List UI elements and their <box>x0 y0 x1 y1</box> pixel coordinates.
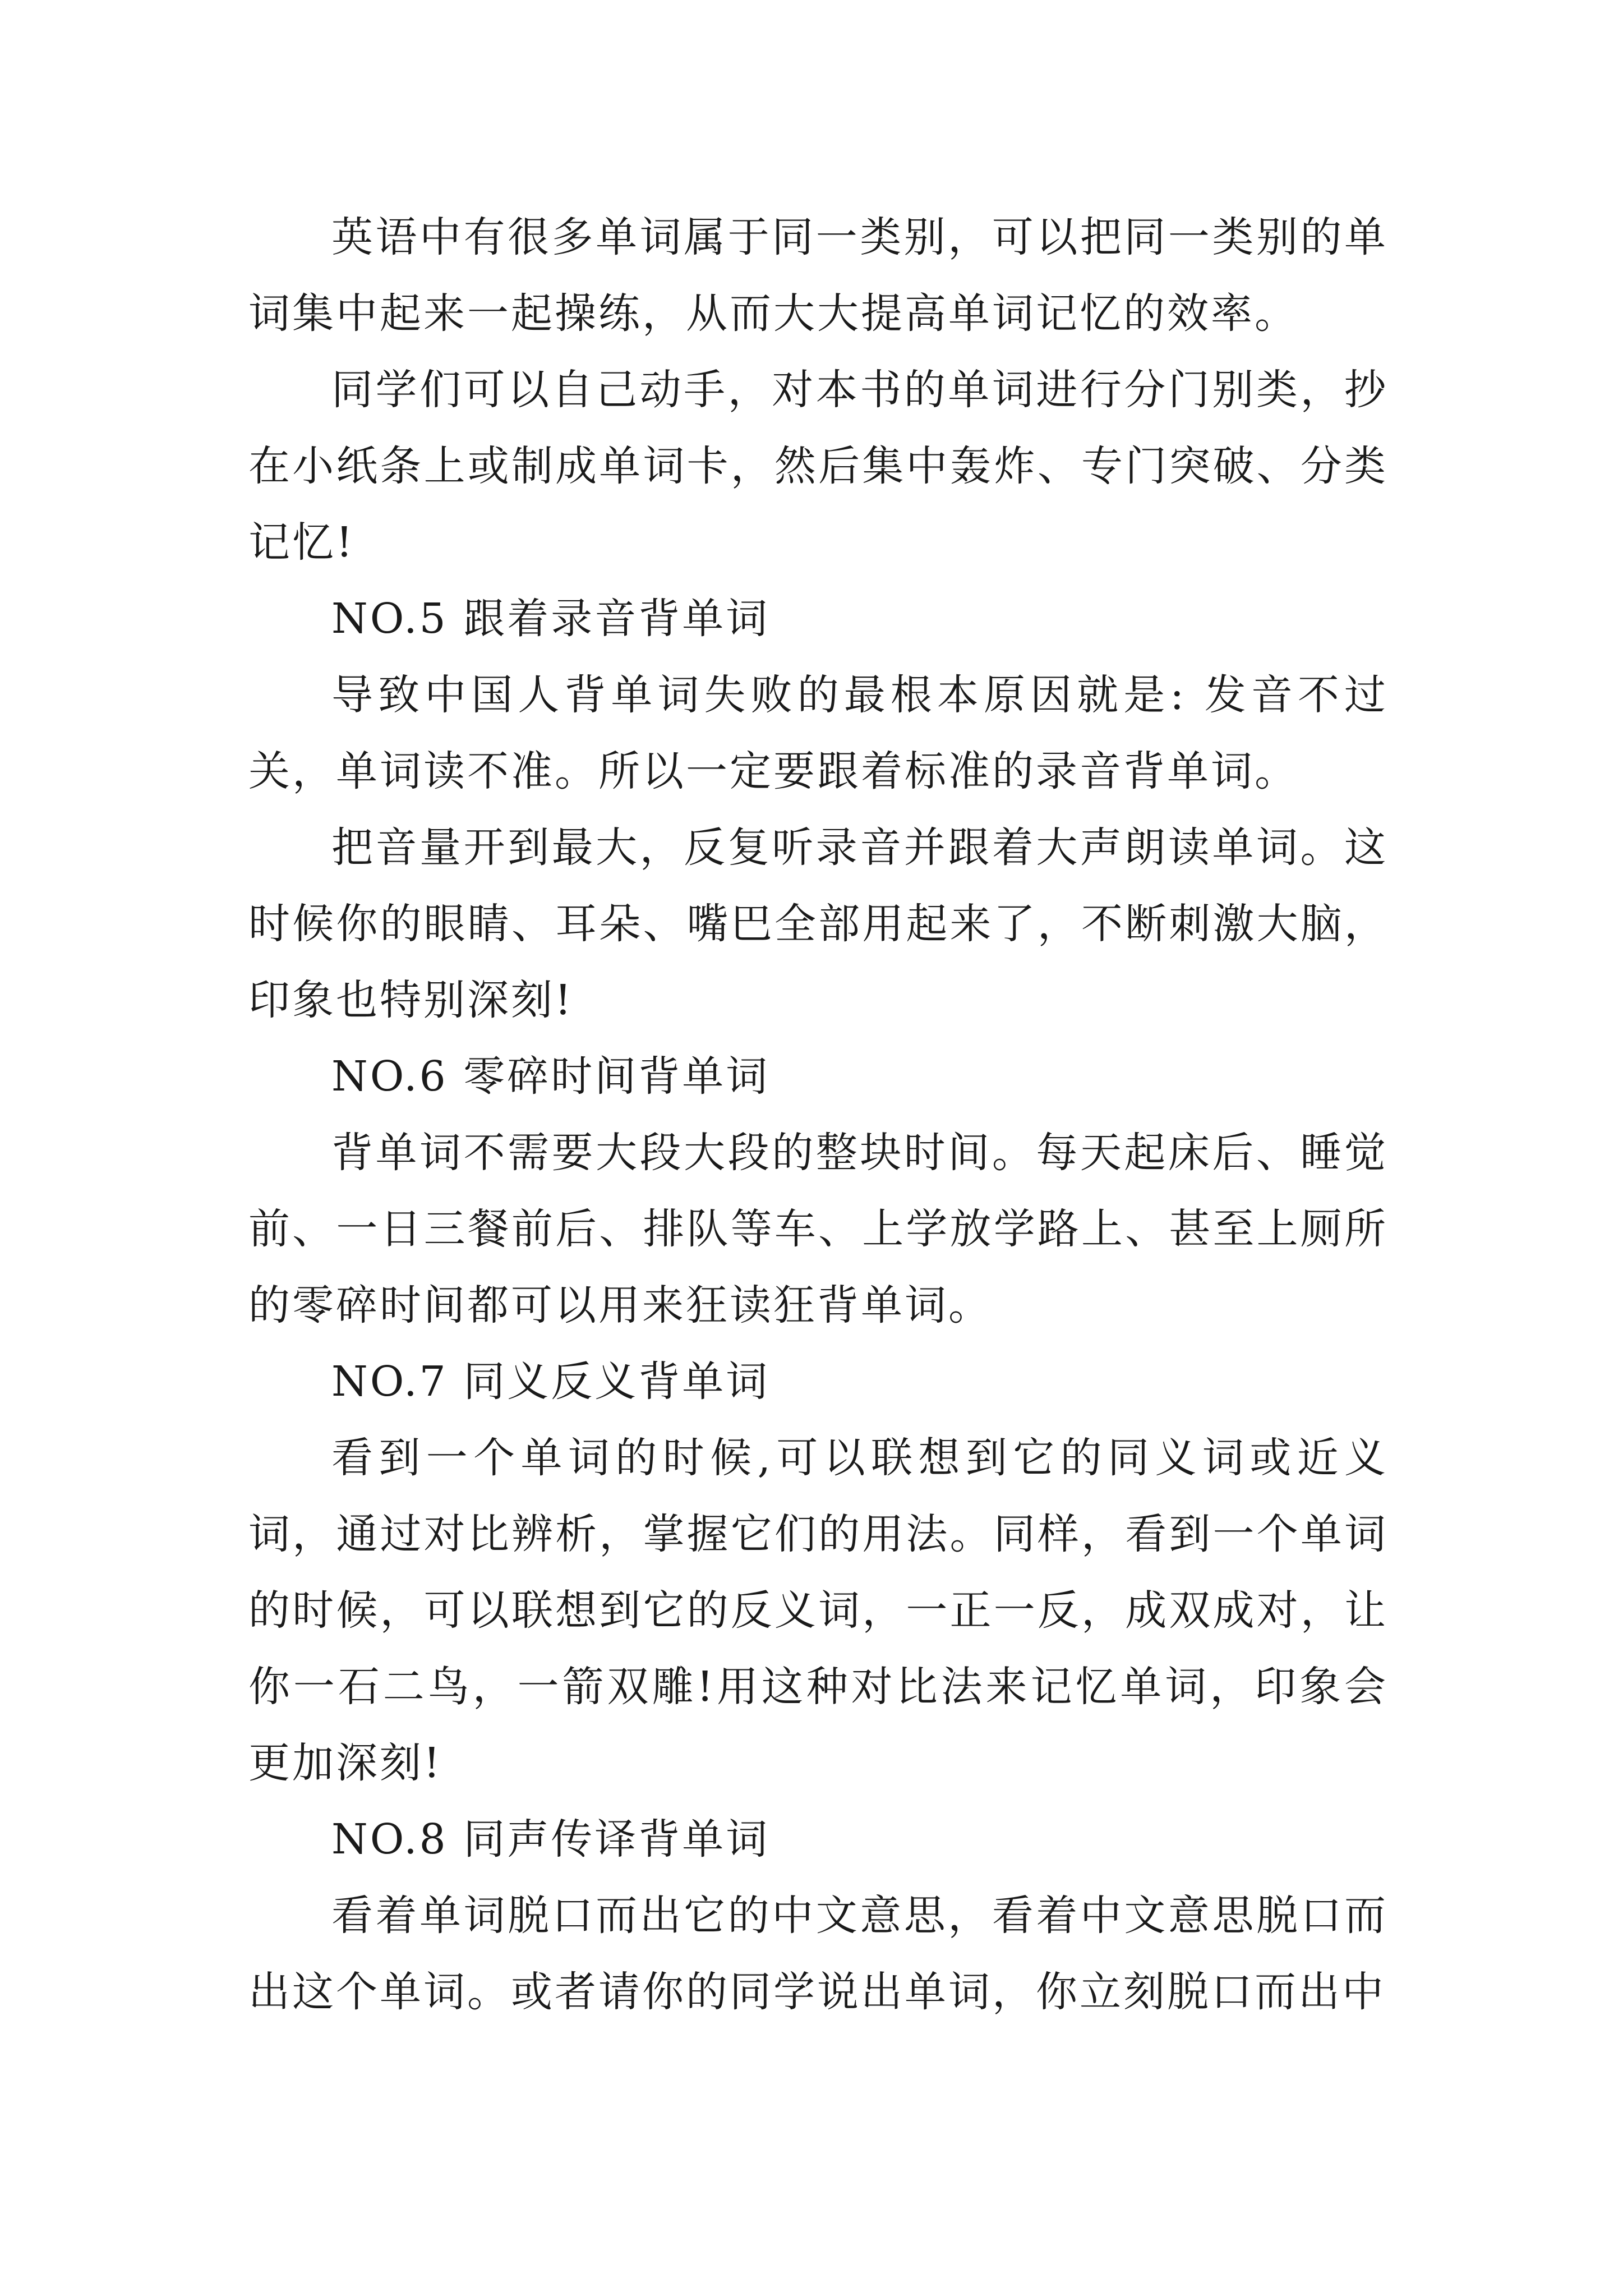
paragraph-read-aloud: 把音量开到最大，反复听录音并跟着大声朗读单词。这时候你的眼睛、耳朵、嘴巴全部用起来了，不断刺激大脑，印象也特别深刻! <box>248 823 1388 1024</box>
heading-no5: NO.5 跟着录音背单词 <box>331 595 770 643</box>
heading-no6: NO.6 零碎时间背单词 <box>331 1052 770 1101</box>
paragraph-word-cards: 同学们可以自己动手，对本书的单词进行分门别类，抄在小纸条上或制成单词卡，然后集中轰炸、专门突破、分类记忆! <box>248 366 1388 567</box>
heading-no7: NO.7 同义反义背单词 <box>331 1358 770 1406</box>
paragraph-word-categories: 英语中有很多单词属于同一类别，可以把同一类别的单词集中起来一起操练，从而大大提高单词记忆的效率。 <box>248 213 1388 338</box>
heading-no8: NO.8 同声传译背单词 <box>331 1815 770 1864</box>
paragraph-spare-time: 背单词不需要大段大段的整块时间。每天起床后、睡觉前、一日三餐前后、排队等车、上学放学路上、甚至上厕所的零碎时间都可以用来狂读狂背单词。 <box>248 1129 1388 1329</box>
paragraph-synonyms-antonyms: 看到一个单词的时候,可以联想到它的同义词或近义词，通过对比辨析，掌握它们的用法。同样，看到一个单词的时候，可以联想到它的反义词，一正一反，成双成对，让你一石二鸟，一箭双雕!用这种对比法来记忆单词，印象会更加深刻! <box>248 1434 1388 1787</box>
document-body <box>248 199 1388 2030</box>
paragraph-pronunciation: 导致中国人背单词失败的最根本原因就是: 发音不过关，单词读不准。所以一定要跟着标准的录音背单词。 <box>248 671 1388 795</box>
paragraph-interpretation: 看着单词脱口而出它的中文意思，看着中文意思脱口而出这个单词。或者请你的同学说出单词，你立刻脱口而出中 <box>248 1892 1388 2016</box>
